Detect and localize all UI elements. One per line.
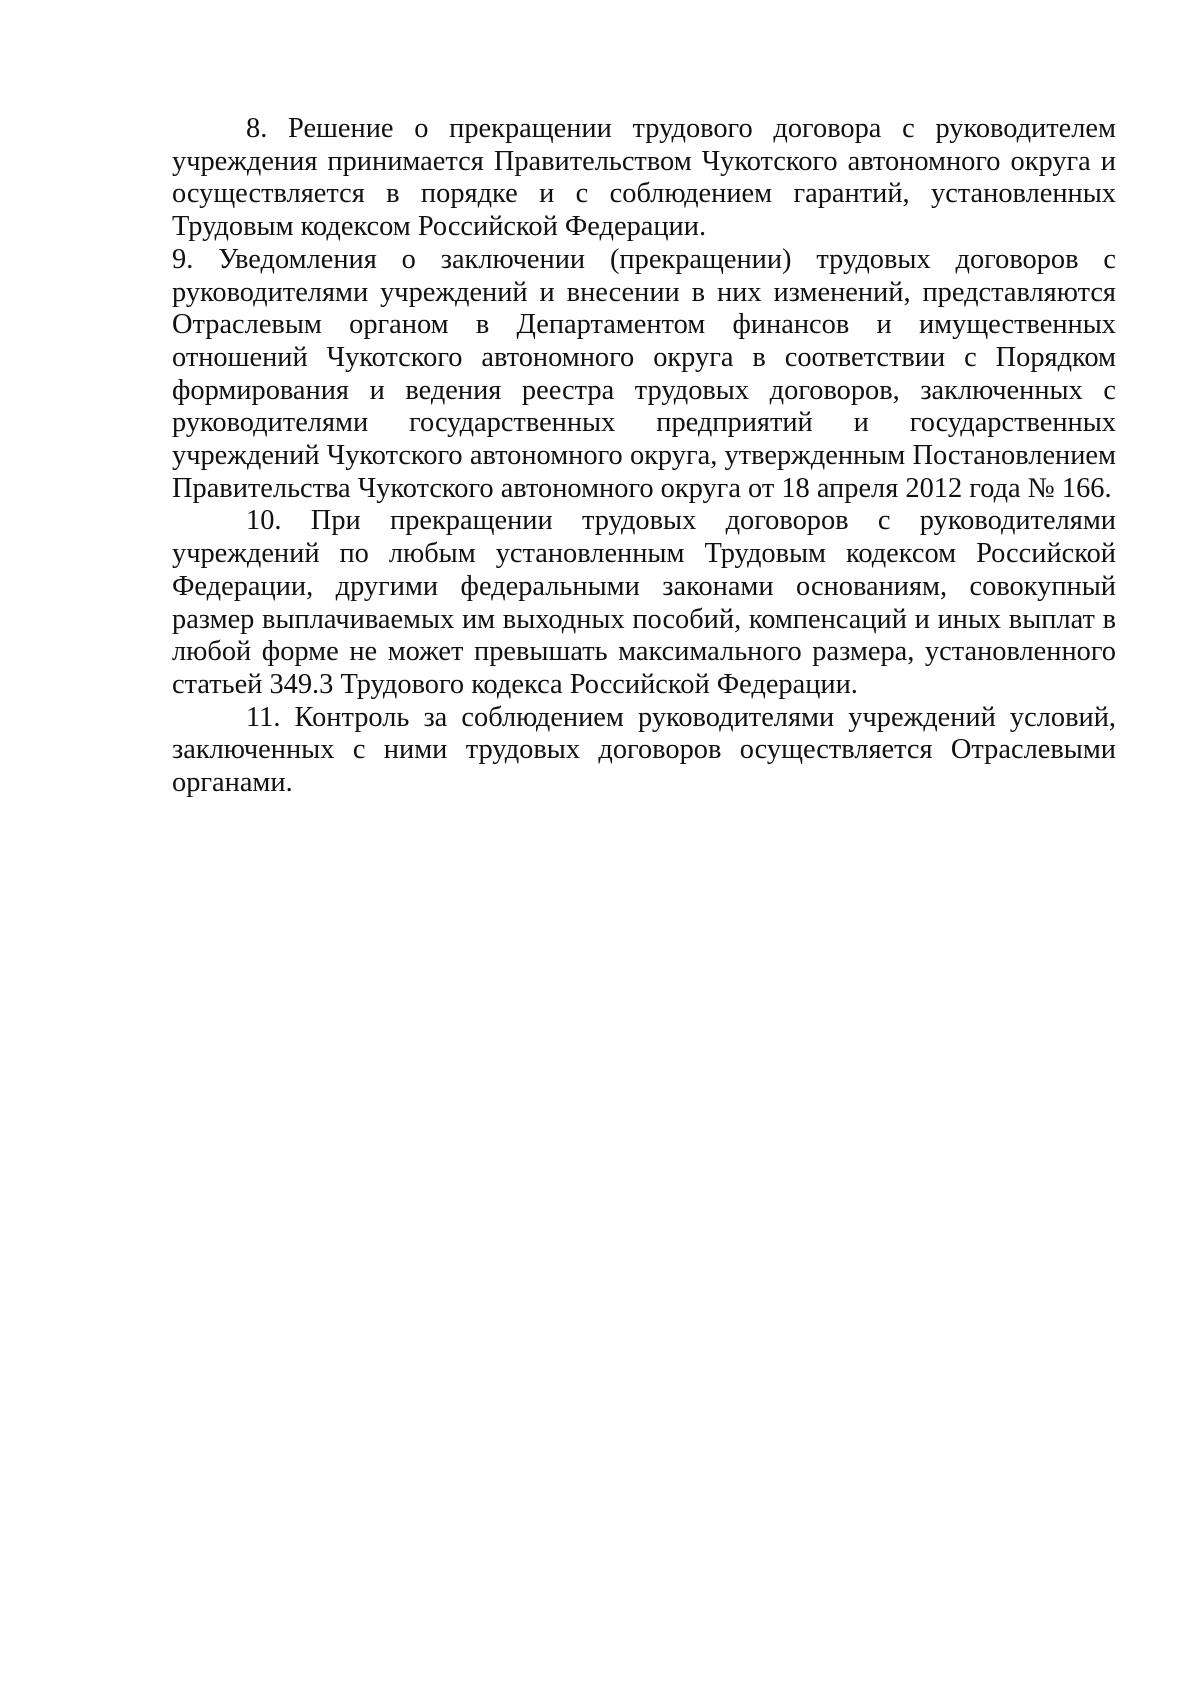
paragraph-10: 10. При прекращении трудовых договоров с руководителями учреждений по любым установленным Трудовым кодексом Российской Федерации, другими федеральными законами основаниям, совокупный размер выплачиваемых им выходных пособий, компенсаций и иных выплат в любой форме не может превышать максимального размера, установленного статьей 349.3 Трудового кодекса Российской Федерации. [172, 505, 1116, 700]
document-body [172, 113, 1116, 800]
paragraph-11: 11. Контроль за соблюдением руководителями учреждений условий, заключенных с ними трудовых договоров осуществляется Отраслевыми органами. [172, 701, 1116, 799]
paragraph-9: 9. Уведомления о заключении (прекращении) трудовых договоров с руководителями учреждений и внесении в них изменений, представляются Отраслевым органом в Департаментом финансов и имущественных отношений Чукотского автономного округа в соответствии с Порядком формирования и ведения реестра трудовых договоров, заключенных с руководителями государственных предприятий и государственных учреждений Чукотского автономного округа, утвержденным Постановлением Правительства Чукотского автономного округа от 18 апреля 2012 года № 166. [172, 243, 1116, 504]
paragraph-8: 8. Решение о прекращении трудового договора с руководителем учреждения принимается Правительством Чукотского автономного округа и осуществляется в порядке и с соблюдением гарантий, установленных Трудовым кодексом Российской Федерации. [172, 113, 1116, 243]
